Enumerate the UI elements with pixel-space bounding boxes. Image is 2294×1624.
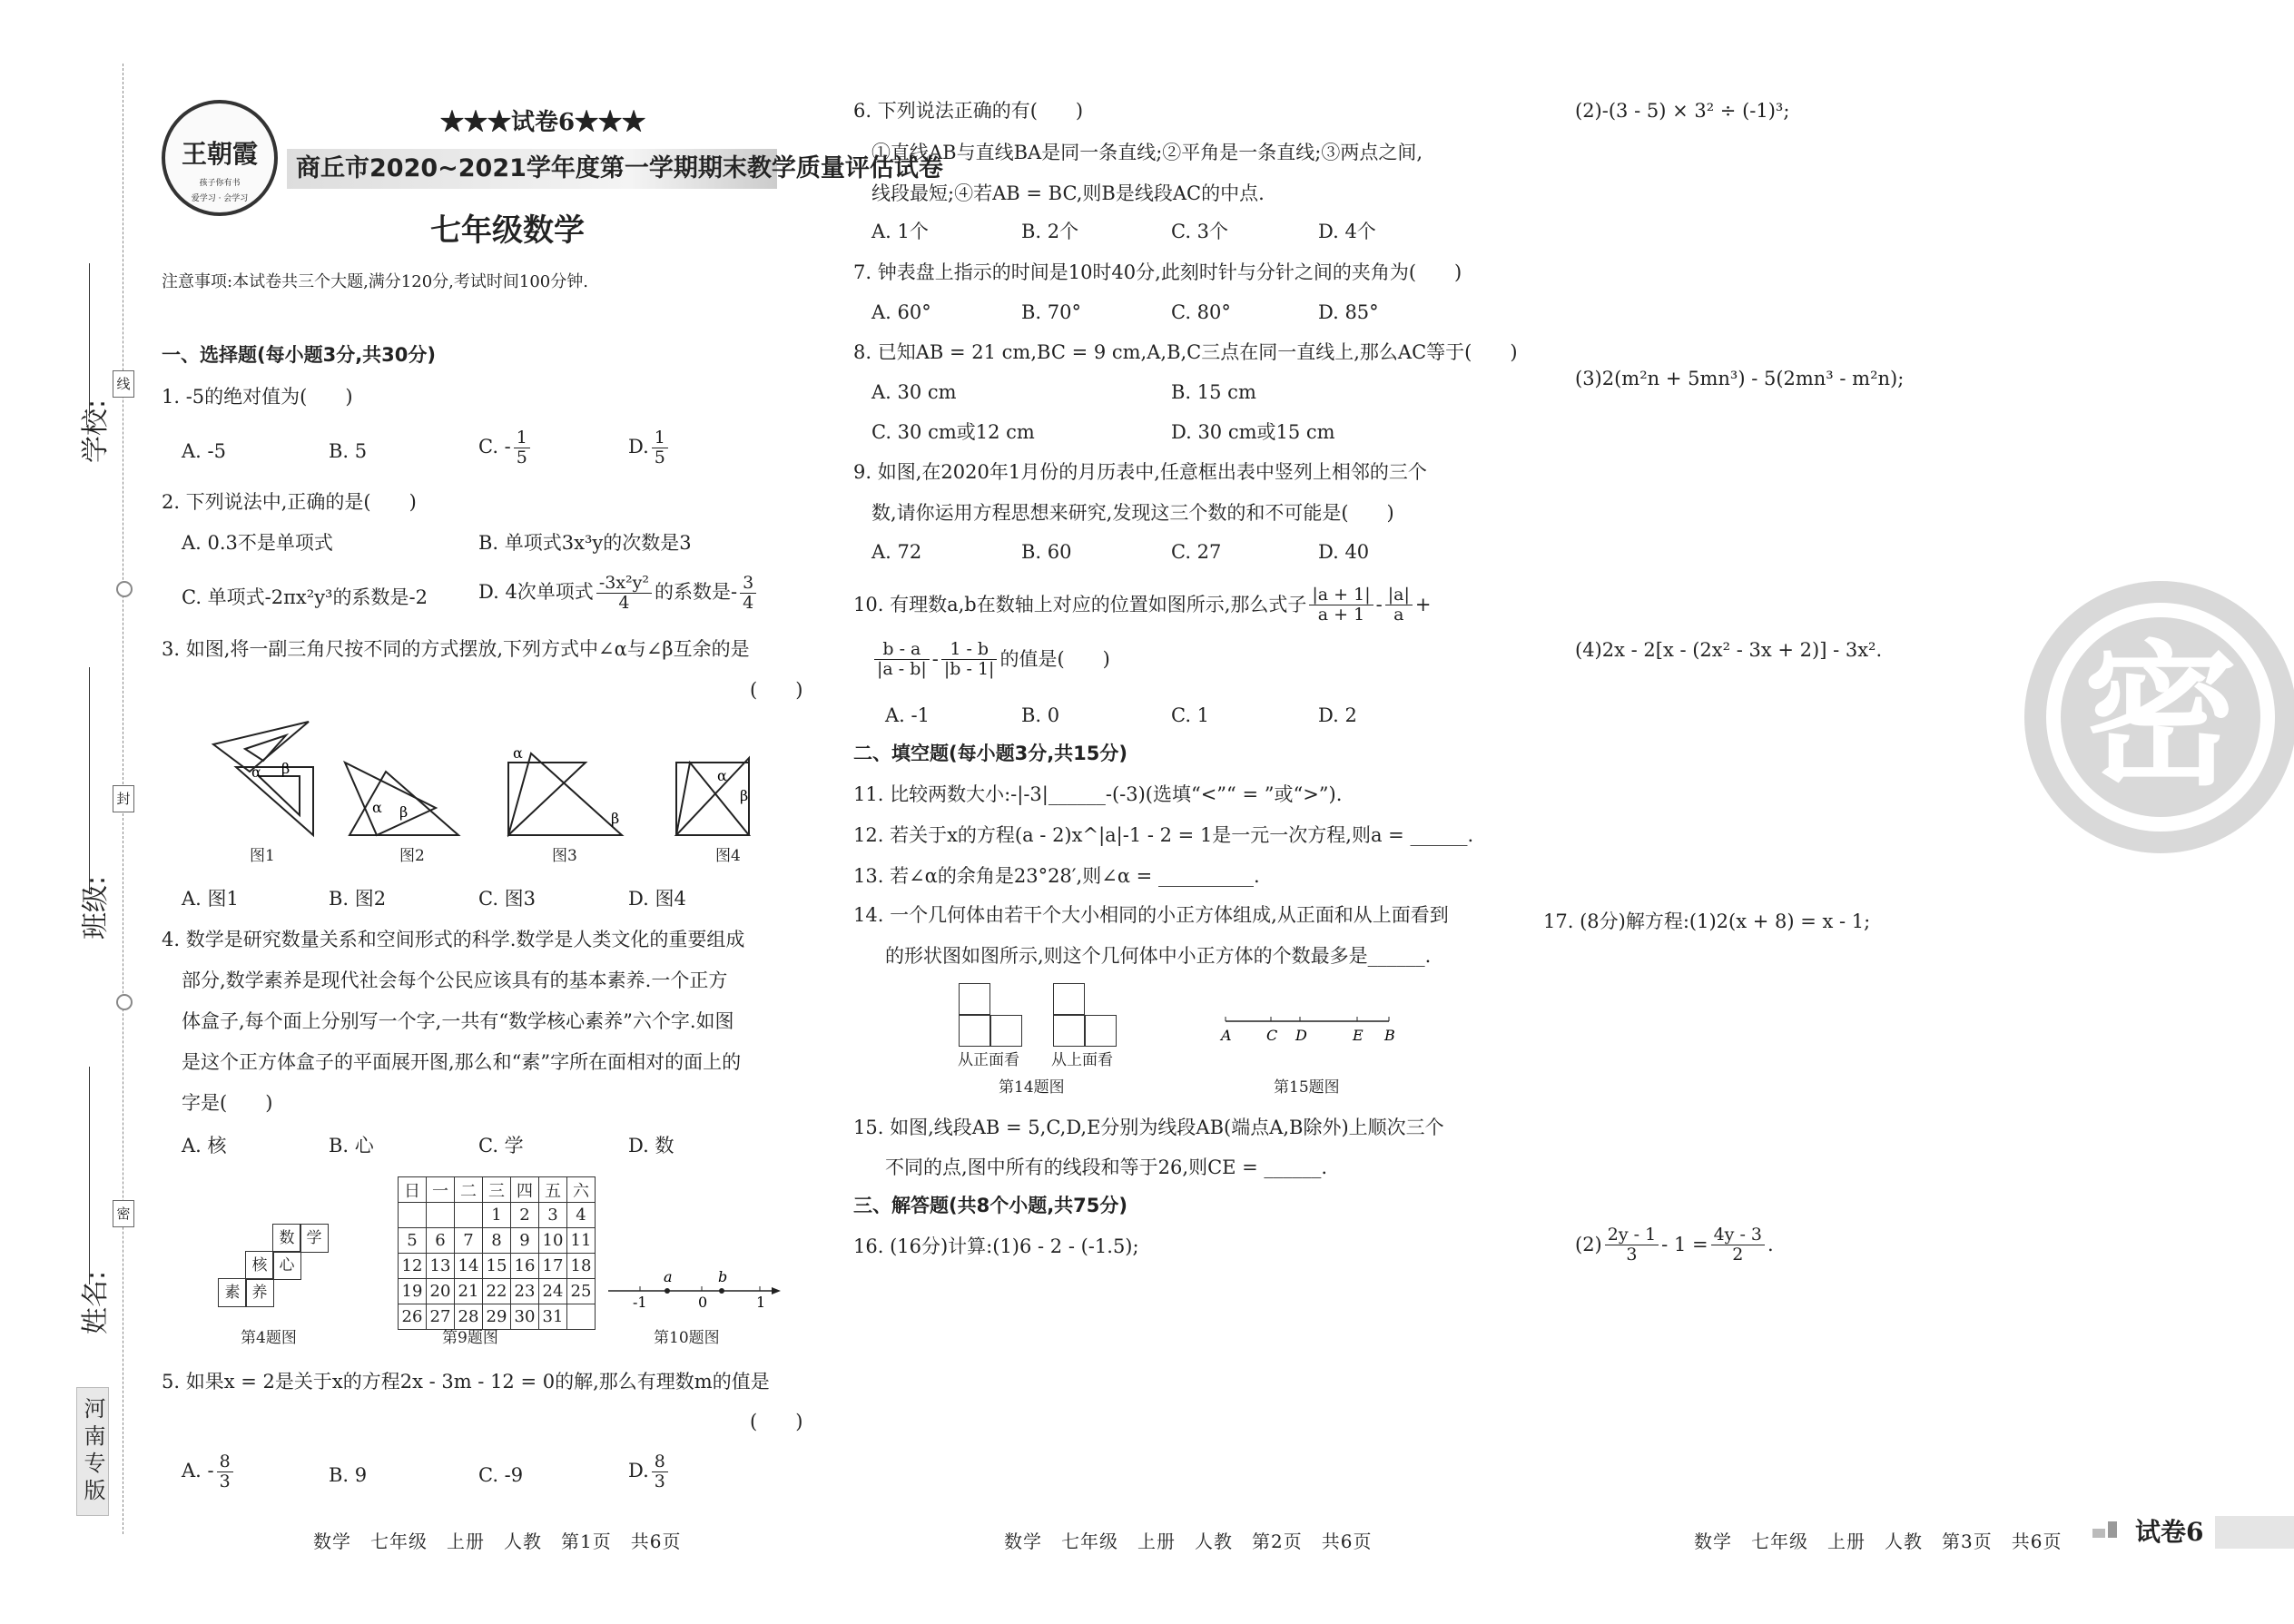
q11-stem: 11. 比较两数大小:-|-3|______-(-3)(选填“<”“ = ”或“>”). bbox=[853, 783, 1343, 805]
name-label: 姓名: bbox=[80, 1270, 112, 1334]
q12-stem: 12. 若关于x的方程(a - 2)x^|a|-1 - 2 = 1是一元一次方程,则a = ______. bbox=[853, 824, 1474, 846]
q9-line-2: 数,请你运用方程思想来研究,发现这三个数的和不可能是( ) bbox=[871, 502, 1394, 524]
logo-text: 王朝霞 bbox=[181, 139, 258, 169]
edition-badge: 河南专版 bbox=[76, 1387, 109, 1516]
page-1-footer: 数学 七年级 上册 人教 第1页 共6页 bbox=[313, 1530, 682, 1552]
svg-text:E: E bbox=[1353, 1027, 1364, 1044]
svg-text:0: 0 bbox=[698, 1294, 708, 1309]
q3-option-b[interactable]: B. 图2 bbox=[329, 888, 387, 910]
q4-line-4: 是这个正方体盒子的平面展开图,那么和“素”字所在面相对的面上的 bbox=[182, 1051, 742, 1073]
fig1-triangle-b bbox=[236, 767, 313, 835]
fig3-triangle-a bbox=[508, 763, 586, 835]
page-3-footer: 数学 七年级 上册 人教 第3页 共6页 bbox=[1694, 1530, 2063, 1552]
q7-stem: 7. 钟表盘上指示的时间是10时40分,此刻时针与分针之间的夹角为( ) bbox=[853, 261, 1462, 283]
q9-line-1: 9. 如图,在2020年1月份的月历表中,任意框出表中竖列上相邻的三个 bbox=[853, 461, 1427, 483]
fig1-triangle-b-inner bbox=[259, 776, 300, 815]
q4-figure-caption: 第4题图 bbox=[241, 1329, 297, 1347]
q3-option-d[interactable]: D. 图4 bbox=[628, 888, 686, 910]
q10-option-b[interactable]: B. 0 bbox=[1021, 704, 1060, 726]
q15-figure-caption: 第15题图 bbox=[1274, 1078, 1340, 1097]
q10-stem-cont: $\frac{b - a}{|a - b|}$ - $\frac{1 - b}{|b - 1|}$ 的值是( ) bbox=[871, 640, 1110, 679]
calendar-table: 日 一 二 三 四 五 六 1 2 3 4 5 6 7 8 9 10 11 12 13 14 15 16 17 18 19 20 21 22 23 24 25 26 27 28 29 30 31 bbox=[398, 1176, 596, 1330]
q10-option-c[interactable]: C. 1 bbox=[1171, 704, 1210, 726]
cut-mark-seal: 封 bbox=[113, 785, 134, 812]
section-1-title: 一、选择题(每小题3分,共30分) bbox=[162, 344, 437, 366]
fig3-beta: β bbox=[611, 810, 620, 827]
svg-text:C: C bbox=[1266, 1027, 1278, 1044]
fig1-alpha: α bbox=[251, 763, 261, 781]
q4-line-2: 部分,数学素养是现代社会每个公民应该具有的基本素养.一个正方 bbox=[182, 969, 728, 991]
q7-option-b[interactable]: B. 70° bbox=[1021, 301, 1082, 323]
q15-line-1: 15. 如图,线段AB = 5,C,D,E分别为线段AB(端点A,B除外)上顺次三个 bbox=[853, 1117, 1444, 1138]
class-field[interactable] bbox=[89, 667, 90, 894]
fig2-beta: β bbox=[399, 803, 409, 821]
q5-option-b[interactable]: B. 9 bbox=[329, 1464, 368, 1486]
school-label: 学校: bbox=[80, 399, 112, 463]
fig4-triangle-b bbox=[676, 758, 749, 835]
fig3-triangle-b bbox=[508, 753, 622, 835]
svg-text:D: D bbox=[1295, 1027, 1307, 1044]
class-label: 班级: bbox=[80, 875, 112, 940]
q9-option-b[interactable]: B. 60 bbox=[1021, 541, 1072, 563]
q6-option-c[interactable]: C. 3个 bbox=[1171, 221, 1229, 242]
q14-front-view bbox=[959, 983, 1022, 1047]
q3-fig4-caption: 图4 bbox=[715, 847, 741, 865]
svg-text:B: B bbox=[1384, 1027, 1395, 1044]
q3-fig3-caption: 图3 bbox=[552, 847, 577, 865]
q17-part-1: 17. (8分)解方程:(1)2(x + 8) = x - 1; bbox=[1543, 910, 1871, 932]
q5-stem: 5. 如果x = 2是关于x的方程2x - 3m - 12 = 0的解,那么有理数m的值是 bbox=[162, 1371, 770, 1393]
q8-stem: 8. 已知AB = 21 cm,BC = 9 cm,A,B,C三点在同一直线上,那么AC等于( ) bbox=[853, 341, 1518, 363]
q2-stem: 2. 下列说法中,正确的是( ) bbox=[162, 491, 417, 513]
q7-option-a[interactable]: A. 60° bbox=[871, 301, 931, 323]
fig2-triangle-a bbox=[345, 763, 436, 835]
q6-option-d[interactable]: D. 4个 bbox=[1318, 221, 1376, 242]
exam-notice: 注意事项:本试卷共三个大题,满分120分,考试时间100分钟. bbox=[162, 272, 588, 291]
section-2-title: 二、填空题(每小题3分,共15分) bbox=[853, 743, 1128, 764]
q15-segment-figure bbox=[1216, 1008, 1398, 1048]
svg-text:1: 1 bbox=[756, 1294, 766, 1309]
q9-option-a[interactable]: A. 72 bbox=[871, 541, 922, 563]
net-face: 学 bbox=[300, 1224, 329, 1253]
subject-title: 七年级数学 bbox=[430, 212, 585, 249]
fig2-alpha: α bbox=[372, 799, 382, 816]
scissor-icon bbox=[116, 581, 133, 597]
seal-character: 密 bbox=[2082, 627, 2238, 807]
q16-part-4: (4)2x - 2[x - (2x² - 3x + 2)] - 3x². bbox=[1575, 639, 1883, 661]
q2-option-d[interactable]: D. 4次单项式 $\frac{\text{-3x²y²}}{4}$ 的系数是- $\frac{3}{4}$ bbox=[478, 574, 759, 613]
q14-figure-caption: 第14题图 bbox=[999, 1078, 1065, 1097]
q4-option-d[interactable]: D. 数 bbox=[628, 1135, 674, 1156]
badge-bar bbox=[2215, 1516, 2294, 1549]
q10-number-line bbox=[604, 1264, 785, 1309]
q1-option-c[interactable]: C. - $\frac{1}{5}$ bbox=[478, 428, 533, 468]
q8-option-c[interactable]: C. 30 cm或12 cm bbox=[871, 421, 1035, 443]
net-face: 核 bbox=[245, 1251, 274, 1280]
q14-top-view bbox=[1053, 983, 1117, 1047]
fig4-alpha: α bbox=[717, 767, 727, 784]
q14-line-1: 14. 一个几何体由若干个大小相同的小正方体组成,从正面和从上面看到 bbox=[853, 904, 1449, 926]
q14-front-label: 从正面看 bbox=[958, 1051, 1019, 1069]
q3-option-a[interactable]: A. 图1 bbox=[182, 888, 239, 910]
school-field[interactable] bbox=[89, 263, 90, 418]
q9-figure-caption: 第9题图 bbox=[442, 1329, 498, 1347]
q6-line-2: 线段最短;④若AB = BC,则B是线段AC的中点. bbox=[871, 182, 1265, 204]
fig4-beta: β bbox=[740, 787, 749, 804]
net-face: 养 bbox=[245, 1278, 274, 1307]
fig1-beta: β bbox=[281, 760, 290, 777]
q16-part-2: (2)-(3 - 5) × 3² ÷ (-1)³; bbox=[1575, 100, 1790, 122]
cut-mark-line: 线 bbox=[113, 370, 134, 398]
name-field[interactable] bbox=[89, 1067, 90, 1284]
q5-option-d[interactable]: D. $\frac{8}{3}$ bbox=[628, 1452, 671, 1491]
q2-option-a[interactable]: A. 0.3不是单项式 bbox=[182, 532, 333, 554]
exam-badge: 试卷6 bbox=[2135, 1517, 2204, 1547]
net-face: 数 bbox=[272, 1224, 301, 1253]
q8-option-a[interactable]: A. 30 cm bbox=[871, 381, 957, 403]
q10-option-d[interactable]: D. 2 bbox=[1318, 704, 1357, 726]
q16-part-1: 16. (16分)计算:(1)6 - 2 - (-1.5); bbox=[853, 1235, 1139, 1257]
q2-option-c[interactable]: C. 单项式-2πx²y³的系数是-2 bbox=[182, 586, 428, 608]
q2-option-b[interactable]: B. 单项式3x³y的次数是3 bbox=[478, 532, 692, 554]
logo-subtitle: 孩子你有书 bbox=[199, 179, 241, 188]
q7-option-c[interactable]: C. 80° bbox=[1171, 301, 1231, 323]
q17-part-2: (2) $\frac{2y - 1}{3}$ - 1 = $\frac{4y - 3}{2}$ . bbox=[1575, 1225, 1774, 1265]
q1-option-a[interactable]: A. -5 bbox=[182, 440, 226, 462]
badge-mark bbox=[2092, 1529, 2105, 1538]
badge-mark bbox=[2108, 1521, 2117, 1538]
section-3-title: 三、解答题(共8个小题,共75分) bbox=[853, 1195, 1128, 1216]
scissor-icon bbox=[116, 994, 133, 1010]
q6-option-a[interactable]: A. 1个 bbox=[871, 221, 929, 242]
q9-option-d[interactable]: D. 40 bbox=[1318, 541, 1370, 563]
q10-option-a[interactable]: A. -1 bbox=[885, 704, 930, 726]
q15-line-2: 不同的点,图中所有的线段和等于26,则CE = ______. bbox=[885, 1156, 1328, 1178]
q8-option-b[interactable]: B. 15 cm bbox=[1171, 381, 1256, 403]
q4-option-b[interactable]: B. 心 bbox=[329, 1135, 374, 1156]
q5-option-c[interactable]: C. -9 bbox=[478, 1464, 524, 1486]
q3-fig2-caption: 图2 bbox=[399, 847, 425, 865]
exam-number: ★★★试卷6★★★ bbox=[440, 109, 646, 136]
q4-option-a[interactable]: A. 核 bbox=[182, 1135, 227, 1156]
net-face: 素 bbox=[218, 1278, 247, 1307]
q8-option-d[interactable]: D. 30 cm或15 cm bbox=[1171, 421, 1335, 443]
q14-top-label: 从上面看 bbox=[1051, 1051, 1113, 1069]
q10-figure-caption: 第10题图 bbox=[654, 1329, 720, 1347]
brand-logo bbox=[162, 100, 278, 216]
q1-option-d[interactable]: D. $\frac{1}{5}$ bbox=[628, 428, 671, 468]
q4-line-1: 4. 数学是研究数量关系和空间形式的科学.数学是人类文化的重要组成 bbox=[162, 929, 745, 950]
cut-mark-secret: 密 bbox=[113, 1200, 134, 1227]
q6-stem: 6. 下列说法正确的有( ) bbox=[853, 100, 1084, 122]
fig3-alpha: α bbox=[513, 744, 523, 762]
q6-option-b[interactable]: B. 2个 bbox=[1021, 221, 1079, 242]
q4-line-3: 体盒子,每个面上分别写一个字,一共有“数学核心素养”六个字.如图 bbox=[182, 1010, 734, 1032]
q4-line-5: 字是( ) bbox=[182, 1092, 273, 1114]
cube-net bbox=[218, 1224, 327, 1305]
q3-option-c[interactable]: C. 图3 bbox=[478, 888, 537, 910]
q3-stem: 3. 如图,将一副三角尺按不同的方式摆放,下列方式中∠α与∠β互余的是 bbox=[162, 638, 750, 660]
q3-figures bbox=[195, 708, 812, 853]
svg-text:A: A bbox=[1221, 1027, 1232, 1044]
q1-option-b[interactable]: B. 5 bbox=[329, 440, 368, 462]
svg-text:-1: -1 bbox=[633, 1294, 647, 1309]
q16-part-3: (3)2(m²n + 5mn³) - 5(2mn³ - m²n); bbox=[1575, 368, 1905, 389]
fig1-triangle-a-inner bbox=[245, 735, 286, 761]
q13-stem: 13. 若∠α的余角是23°28′,则∠α = __________. bbox=[853, 865, 1260, 887]
q7-option-d[interactable]: D. 85° bbox=[1318, 301, 1379, 323]
q9-option-c[interactable]: C. 27 bbox=[1171, 541, 1222, 563]
page-2-footer: 数学 七年级 上册 人教 第2页 共6页 bbox=[1004, 1530, 1373, 1552]
q3-fig1-caption: 图1 bbox=[250, 847, 275, 865]
exam-title: 商丘市2020~2021学年度第一学期期末教学质量评估试卷 bbox=[296, 154, 943, 182]
q10-stem: 10. 有理数a,b在数轴上对应的位置如图所示,那么式子 $\frac{|a + 1|}{a + 1}$ - $\frac{|a|}{a}$ + bbox=[853, 585, 1432, 625]
svg-text:b: b bbox=[718, 1268, 728, 1285]
q6-line-1: ①直线AB与直线BA是同一条直线;②平角是一条直线;③两点之间, bbox=[871, 142, 1423, 163]
svg-text:a: a bbox=[664, 1268, 673, 1285]
net-face: 心 bbox=[272, 1251, 301, 1280]
q4-option-c[interactable]: C. 学 bbox=[478, 1135, 524, 1156]
confidential-seal bbox=[2024, 581, 2294, 853]
logo-slogan: 爱学习 · 会学习 bbox=[191, 194, 249, 203]
q14-line-2: 的形状图如图所示,则这个几何体中小正方体的个数最多是______. bbox=[885, 945, 1432, 967]
q5-option-a[interactable]: A. - $\frac{8}{3}$ bbox=[182, 1452, 236, 1491]
q5-answer-paren: ( ) bbox=[750, 1411, 803, 1432]
q3-answer-paren: ( ) bbox=[750, 679, 803, 701]
q1-stem: 1. -5的绝对值为( ) bbox=[162, 386, 353, 408]
